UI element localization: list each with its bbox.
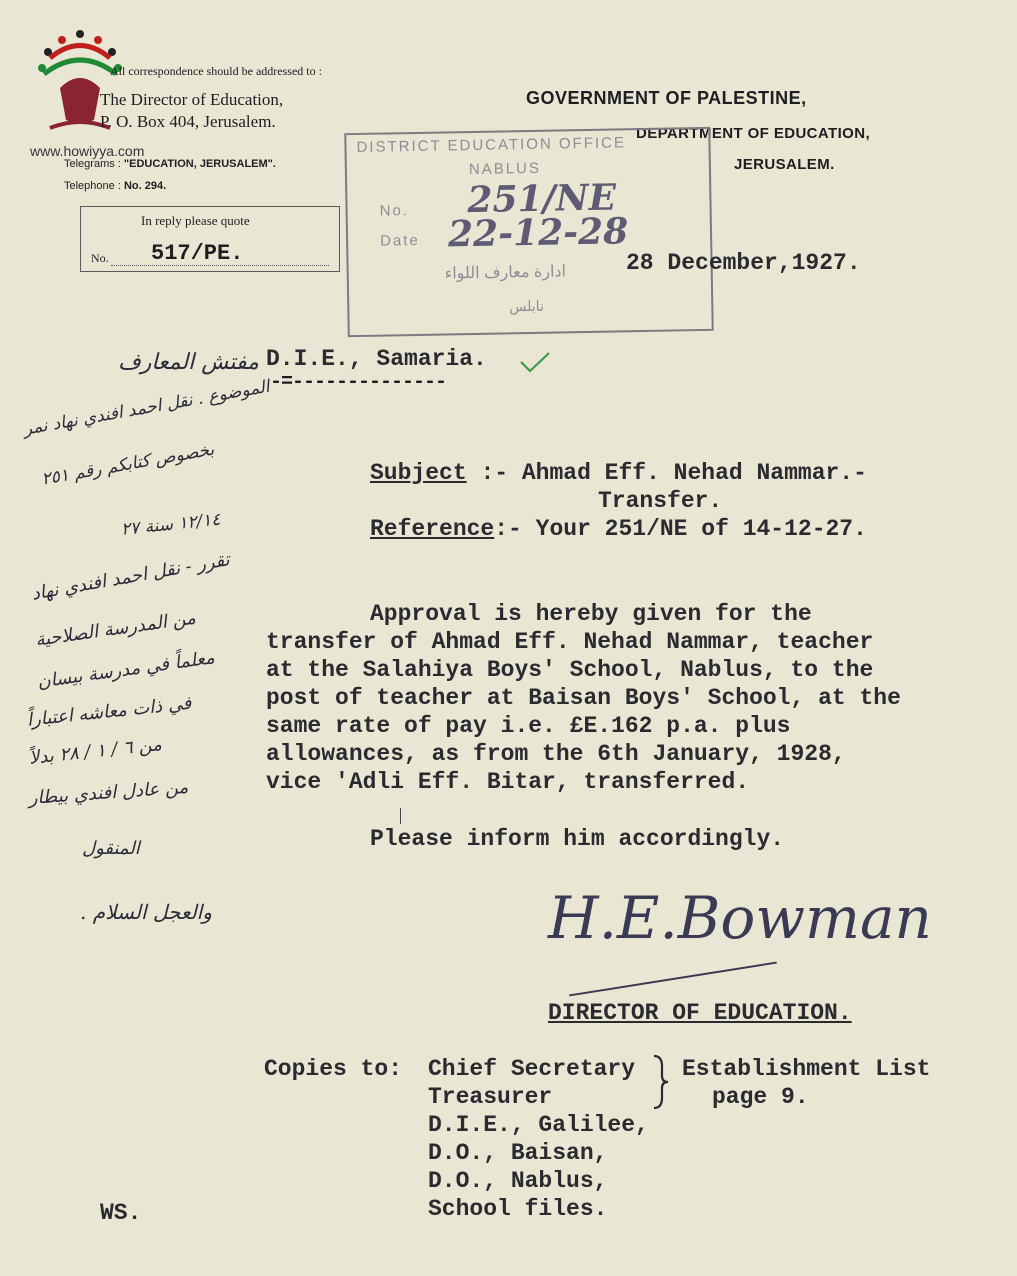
telegrams-value: "EDUCATION, JERUSALEM".	[123, 158, 276, 170]
reference-label: Reference	[370, 516, 495, 542]
telephone-label: Telephone :	[64, 180, 121, 192]
stamp-no-label: No.	[379, 202, 410, 220]
telephone-line	[64, 180, 166, 192]
telegrams-label: Telegrams :	[64, 158, 121, 170]
government-title: GOVERNMENT OF PALESTINE,	[526, 88, 807, 108]
copy-item: D.O., Baisan,	[428, 1140, 608, 1166]
body-line-3: at the Salahiya Boys' School, Nablus, to the	[266, 657, 874, 683]
copies-label: Copies to:	[264, 1056, 403, 1082]
brace-note-2: page 9.	[712, 1084, 809, 1110]
brace-note-1: Establishment List	[682, 1056, 931, 1082]
reply-dotted-line	[111, 265, 329, 266]
pencil-mark	[400, 808, 401, 824]
margin-note-2-line-1: تقرر - نقل احمد افندي نهاد	[30, 549, 232, 605]
correspondence-note: All correspondence should be addressed to :	[110, 64, 322, 78]
logo-url[interactable]: www.howiyya.com	[30, 143, 145, 159]
stamp-date-value: 22-12-28	[447, 210, 629, 256]
telegrams-line	[64, 158, 276, 170]
address-line-2: P. O. Box 404, Jerusalem.	[100, 112, 276, 131]
city-title: JERUSALEM.	[734, 156, 835, 173]
addressee: D.I.E., Samaria.	[266, 346, 487, 372]
margin-note-1-line-2: بخصوص كتابكم رقم ٢٥١	[40, 439, 216, 490]
copy-item: Treasurer	[428, 1084, 553, 1110]
body-line-7: vice 'Adli Eff. Bitar, transferred.	[266, 769, 750, 795]
margin-note-2-line-5: من ٦ / ١ / ٢٨ بدلاً	[28, 734, 163, 769]
addressee-arabic-note: مفتش المعارف	[118, 350, 259, 375]
brace-icon	[650, 1054, 670, 1110]
reply-quote-box	[80, 206, 340, 272]
body-line-4: post of teacher at Baisan Boys' School, at the	[266, 685, 901, 711]
margin-closing-note: والعجل السلام .	[80, 900, 212, 924]
typist-initials: WS.	[100, 1200, 142, 1226]
body-line-1: Approval is hereby given for the	[370, 601, 812, 627]
reply-no-label: No.	[91, 251, 109, 265]
subject-value-2: Transfer.	[598, 488, 723, 514]
signature: H.E.Bowman	[548, 884, 932, 952]
stamp-no-value: 251/NE	[467, 176, 617, 222]
signature-stroke	[569, 962, 777, 997]
addressee-underline: -=--------------	[270, 371, 447, 394]
margin-note-1-line-3: ١٢/١٤ سنة ٢٧	[120, 509, 222, 540]
reference-sep: :-	[494, 516, 522, 542]
letter-date: 28 December,1927.	[626, 250, 861, 276]
subject-label: Subject	[370, 460, 467, 486]
copy-item: School files.	[428, 1196, 608, 1222]
margin-note-2-line-6: من عادل افندي بيطار	[28, 776, 189, 809]
telephone-value: No. 294.	[123, 180, 167, 192]
signatory-title: DIRECTOR OF EDUCATION.	[548, 1000, 852, 1026]
body-line-5: same rate of pay i.e. £E.162 p.a. plus	[266, 713, 791, 739]
stamp-date-label: Date	[379, 231, 420, 250]
copy-item: D.O., Nablus,	[428, 1168, 608, 1194]
copy-item: D.I.E., Galilee,	[428, 1112, 649, 1138]
reply-label: In reply please quote	[141, 213, 250, 228]
body-line-2: transfer of Ahmad Eff. Nehad Nammar, teacher	[266, 629, 874, 655]
copy-item: Chief Secretary	[428, 1056, 636, 1082]
receipt-stamp	[344, 127, 714, 337]
department-title: DEPARTMENT OF EDUCATION,	[636, 125, 871, 142]
margin-note-1-line-1: الموضوع . نقل احمد افندي نهاد نمر	[22, 376, 272, 440]
stamp-arabic-2: نابلس	[509, 297, 544, 315]
reply-number: 517/PE.	[151, 241, 244, 266]
closing-line: Please inform him accordingly.	[370, 826, 785, 852]
margin-note-2-line-2: من المدرسة الصلاحية	[34, 607, 197, 651]
stamp-arabic-1: ادارة معارف اللواء	[444, 263, 567, 283]
stamp-line-2: NABLUS	[468, 159, 542, 179]
subject-value-1: Ahmad Eff. Nehad Nammar.-	[521, 460, 867, 486]
reference-value: Your 251/NE of 14-12-27.	[535, 516, 867, 542]
reference-line	[370, 516, 867, 542]
margin-note-2-line-3: معلماً في مدرسة بيسان	[36, 647, 216, 693]
body-line-6: allowances, as from the 6th January, 1928,	[266, 741, 846, 767]
margin-note-2-line-7: المنقول	[82, 838, 140, 859]
address-line-1: The Director of Education,	[100, 90, 284, 109]
stamp-line-1: DISTRICT EDUCATION OFFICE	[356, 134, 627, 156]
subject-line-1	[370, 460, 867, 486]
margin-note-2-line-4: في ذات معاشه اعتباراً	[26, 692, 193, 731]
check-icon	[518, 350, 552, 374]
subject-sep: :-	[480, 460, 509, 486]
